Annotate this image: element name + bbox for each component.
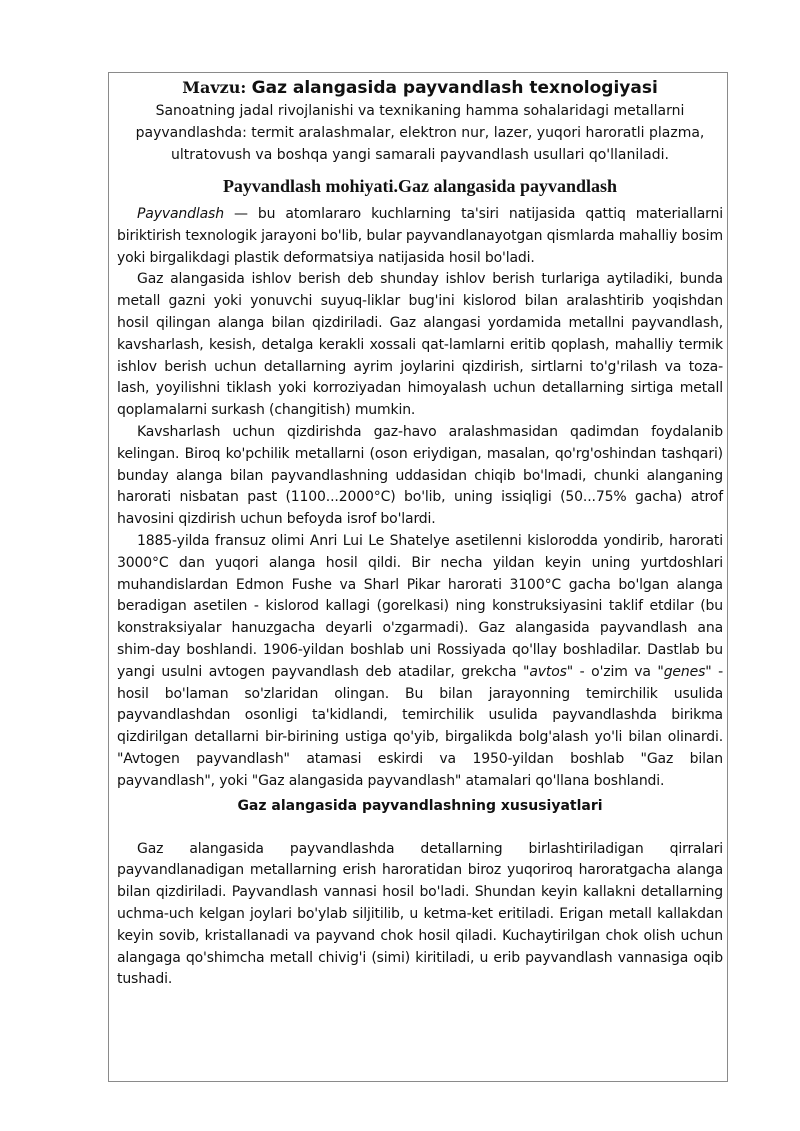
history-text-c: - hosil bo'laman so'zlaridan olingan. Bu bilan jarayonning temirchilik usulida payvandlashdan osonligi ta'kidlandi, temirchilik usulida payvandlashda birikma qizdirilgan detallarni bir-birining ustiga qo'yib, birgalikda bolg'alash yo'li bilan olinardi. "Avtogen payvandlash" atamasi eskirdi va 1950-yildan boshlab "Gaz bilan payvandlash", yoki "Gaz alangasida payvandlash" atamalari qo'llana boshlandi. xyxy=(117,663,723,789)
paragraph-definition xyxy=(117,204,723,269)
word-genes: "genes" xyxy=(657,663,712,680)
intro-paragraph: Sanoatning jadal rivojlanishi va texnikaning hamma sohalaridagi metallarni payvandlashda: termit aralashmalar, elektron nur, lazer, yuqori haroratli plazma, ultratovush va boshqa yangi samarali payvandlash usullari qo'llaniladi. xyxy=(135,103,705,163)
word-avtos: "avtos" xyxy=(523,663,574,680)
history-text-a: 1885-yilda fransuz olimi Anri Lui Le Shatelye asetilenni kislorodda yondirib, harorati 3000°C dan yuqori alanga hosil qildi. Bir necha yildan keyin uning yurtdoshlari muhandislardan Edmon Fushe va Sharl Pikar harorati 3100°C gacha bo'lgan alanga beradigan asetilen - kislorod kallagi (gorelkasi) ning konstruksiyasini taklif etdilar (bu konstraksiyalar hanuzgacha deyarli o'zgarmadi). Gaz alangasida payvandlash ana shim-day boshlandi. 1906-yildan boshlab uni Rossiyada qo'llay boshladilar. Dastlab bu yangi usulni avtogen payvandlash deb atadilar, grekcha xyxy=(117,532,723,680)
term-payvandlash: Payvandlash xyxy=(137,206,224,222)
paragraph-features: Gaz alangasida payvandlashda detallarning birlashtiriladigan qirralari payvandlanadigan metallarning erish haroratidan biroz yuqoriroq haroratgacha alanga bilan qizdiriladi. Payvandlash vannasi hosil bo'ladi. Shundan keyin kallakni detallarning uchma-uch kelgan joylari bo'ylab siljitilib, u ketma-ket eritiladi. Erigan metall kallakdan keyin sovib, kristallanadi va payvand chok hosil qiladi. Kuchaytirilgan chok olish uchun alangaga qo'shimcha metall chivig'i (simi) kiritiladi, u erib payvandlash vannasiga oqib tushadi. xyxy=(117,840,723,988)
document-body xyxy=(117,76,723,991)
history-text-b: - o'zim va xyxy=(573,663,658,680)
paragraph-gas-flame-processing: Gaz alangasida ishlov berish deb shunday ishlov berish turlariga aytiladiki, bunda metall gazni yoki yonuvchi suyuq-liklar bug'ini kislorod bilan aralashtirib yoqishdan hosil qilingan alanga bilan qizdiriladi. Gaz alangasi yordamida metallni payvandlash, kavsharlash, kesish, detalga kerakli xossali qat-lamlarni eritib qoplash, mahalliy termik ishlov berish uchun detallarning ayrim joylarini qizdirish, sirtlarni to'g'rilash va toza-lash, yoyilishni tiklash yoki korroziyadan himoyalash uchun detallarning sirtiga metall qoplamalarni surkash (changitish) mumkin. xyxy=(117,271,723,419)
topic-label: Mavzu: xyxy=(182,78,247,97)
section-heading-essence: Payvandlash mohiyati.Gaz alangasida payvandlash xyxy=(222,176,618,196)
topic-title: Gaz alangasida payvandlash texnologiyasi xyxy=(251,78,658,98)
definition-text: — bu atomlararo kuchlarning ta'siri natijasida qattiq materiallarni biriktirish texnologik jarayoni bo'lib, bular payvandlanayotgan qismlarda mahalliy bosim yoki birgalikdagi plastik deformatsiya natijasida hosil bo'ladi. xyxy=(117,206,723,266)
paragraph-brazing: Kavsharlash uchun qizdirishda gaz-havo aralashmasidan qadimdan foydalanib kelingan. Biroq ko'pchilik metallarni (oson eriydigan, masalan, qo'rg'oshindan tashqari) bunday alanga bilan payvandlashning uddasidan chiqib bo'lmadi, chunki alanganing harorati nisbatan past (1100...2000°C) bo'lib, uning issiqligi (50...75% gacha) atrof havosini qizdirish uchun befoyda isrof bo'lardi. xyxy=(117,423,723,528)
document-title xyxy=(117,76,723,100)
paragraph-history xyxy=(117,531,723,793)
section-heading-features: Gaz alangasida payvandlashning xususiyatlari xyxy=(237,797,603,814)
